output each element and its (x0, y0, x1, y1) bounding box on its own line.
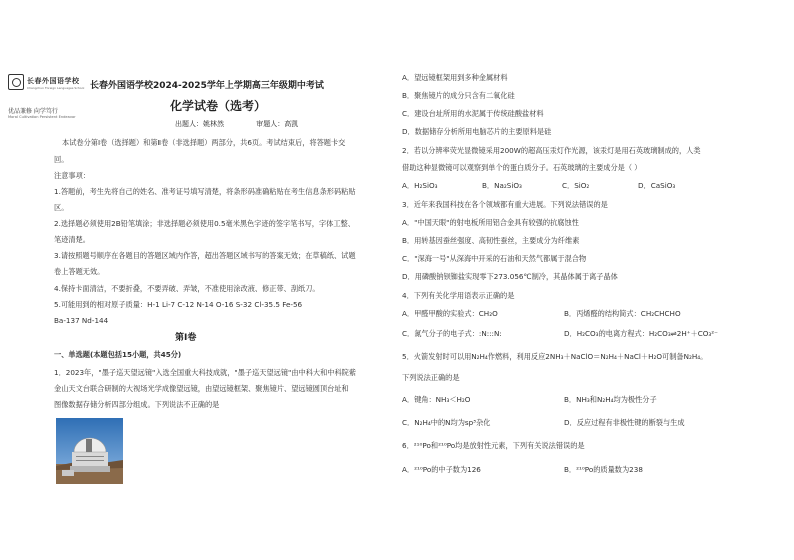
telescope-photo (56, 418, 123, 484)
logo-subtitle: Changchun Foreign Languages School (27, 86, 85, 90)
intro-line: 3.请按照题号顺序在各题目的答题区域内作答，超出答题区域书写的答案无效；在草稿纸、试题 (54, 251, 356, 260)
question-2-option-a: A．H₂SiO₃ (402, 181, 438, 190)
question-4-line: 4．下列有关化学用语表示正确的是 (402, 291, 515, 300)
reviewer: 审题人：高凯 (256, 120, 299, 128)
section-title: 第Ⅰ卷 (175, 333, 197, 343)
intro-line: 4.保持卡面清洁，不要折叠，不要弄破、弄皱，不准使用涂改液、修正带、刮纸刀。 (54, 284, 320, 293)
question-6-option-b: B．²¹⁰Po的质量数为238 (564, 465, 643, 474)
intro-line: 5.可能用到的相对原子质量：H-1 Li-7 C-12 N-14 O-16 S-32 Cl-35.5 Fe-56 (54, 300, 303, 309)
logo-english-slogan: Moral Cultivation Persistent Endeavor (8, 115, 76, 119)
question-1-option-b: B．聚焦镜片的成分只含有二氧化硅 (402, 91, 515, 100)
intro-line: 笔迹清楚。 (54, 235, 90, 244)
author: 出题人：姚林然 (175, 120, 224, 128)
question-3-option-c: C．"深海一号"从深海中开采的石油和天然气都属于混合物 (402, 254, 587, 263)
telescope-observatory-image (56, 418, 123, 484)
part-heading: 一、单选题(本题包括15小题，共45分) (54, 350, 182, 359)
question-6-option-a: A．²¹⁰Po的中子数为126 (402, 465, 481, 474)
logo-slogan: 优品兼修 向学笃行 (8, 108, 58, 115)
intro-line: 卷上答题无效。 (54, 267, 105, 276)
question-3-option-b: B．用转基因蚕丝强度、高韧性蚕丝，主要成分为纤维素 (402, 236, 580, 245)
intro-line: 本试卷分第Ⅰ卷（选择题）和第Ⅱ卷（非选择题）两部分，共6页。考试结束后，将答题卡交 (62, 138, 346, 147)
question-5-option-a: A．键角：NH₃＜H₂O (402, 395, 471, 404)
question-1-option-c: C．建设台址所用的水泥属于传统硅酸盐材料 (402, 109, 544, 118)
question-1-option-a: A．望远镜框架用到多种金属材料 (402, 73, 508, 82)
question-4-option-d: D．H₂CO₃的电离方程式：H₂CO₃⇌2H⁺＋CO₃²⁻ (564, 329, 718, 338)
school-logo (8, 74, 85, 128)
intro-line: Ba-137 Nd-144 (54, 316, 109, 325)
intro-line: 2.选择题必须使用2B铅笔填涂；非选择题必须使用0.5毫米黑色字迹的签字笔书写，字体工整、 (54, 219, 355, 228)
question-1-line: 1．2023年，"墨子巡天望远镜"入选全国重大科技成就，"墨子巡天望远镜"由中科大和中科院紫 (54, 368, 357, 377)
authors-line (175, 119, 328, 129)
logo-name: 长春外国语学校 (27, 76, 80, 85)
question-2-line: 借助这种显微镜可以观察到单个的蛋白质分子。石英玻璃的主要成分是（ ） (402, 163, 642, 172)
exam-title: 化学试卷（选考） (170, 99, 267, 113)
intro-line: 1.答题前，考生先将自己的姓名、准考证号填写清楚，将条形码准确粘贴在考生信息条形码粘贴 (54, 187, 356, 196)
question-1-line: 图像数据存储分析四部分组成。下列说法不正确的是 (54, 400, 220, 409)
question-5-line: 下列说法正确的是 (402, 373, 460, 382)
intro-line: 注意事项： (54, 171, 90, 180)
question-2-line: 2．若以分辨率荧光显微镜采用200W的超高压汞灯作光源，该汞灯是用石英玻璃制成的，人类 (402, 146, 701, 155)
question-3-option-d: D．用磷酸钠钡铷盐实现零下273.056℃制冷，其晶体属于离子晶体 (402, 272, 618, 281)
question-2-option-c: C．SiO₂ (562, 181, 590, 190)
question-5-option-d: D．反应过程有非极性键的断裂与生成 (564, 418, 685, 427)
question-3-line: 3．近年来我国科技在各个领域都有重大进展。下列说法错误的是 (402, 200, 608, 209)
school-emblem-icon (8, 74, 24, 90)
question-5-line: 5．火箭发射时可以用N₂H₄作燃料，利用反应2NH₃＋NaClO＝N₂H₄＋NaCl＋H₂O可制备N₂H₄。 (402, 352, 708, 361)
school-title: 长春外国语学校2024-2025学年上学期高三年级期中考试 (90, 81, 324, 91)
question-4-option-a: A．甲醛甲酸的实验式：CH₂O (402, 309, 498, 318)
question-2-option-b: B．Na₂SiO₃ (482, 181, 522, 190)
question-4-option-c: C．氮气分子的电子式：:N:::N: (402, 329, 502, 338)
question-2-option-d: D．CaSiO₃ (638, 181, 676, 190)
intro-line: 区。 (54, 203, 69, 212)
question-3-option-a: A．"中国天眼"的射电板所用铝合金具有较强的抗腐蚀性 (402, 218, 579, 227)
question-5-option-c: C．N₂H₄中的N均为sp³杂化 (402, 418, 491, 427)
question-6-line: 6．²¹⁰Po和²¹⁰Po均是放射性元素，下列有关说法错误的是 (402, 441, 585, 450)
question-4-option-b: B．丙烯醛的结构简式：CH₂CHCHO (564, 309, 681, 318)
question-1-option-d: D．数据储存分析所用电脑芯片的主要原料是硅 (402, 127, 552, 136)
intro-line: 回。 (54, 155, 69, 164)
question-1-line: 金山天文台联合研制的大视场光学成像望远镜，由望远镜框架、聚焦镜片、望远镜圆顶台址和 (54, 384, 349, 393)
question-5-option-b: B．NH₃和N₂H₄均为极性分子 (564, 395, 657, 404)
